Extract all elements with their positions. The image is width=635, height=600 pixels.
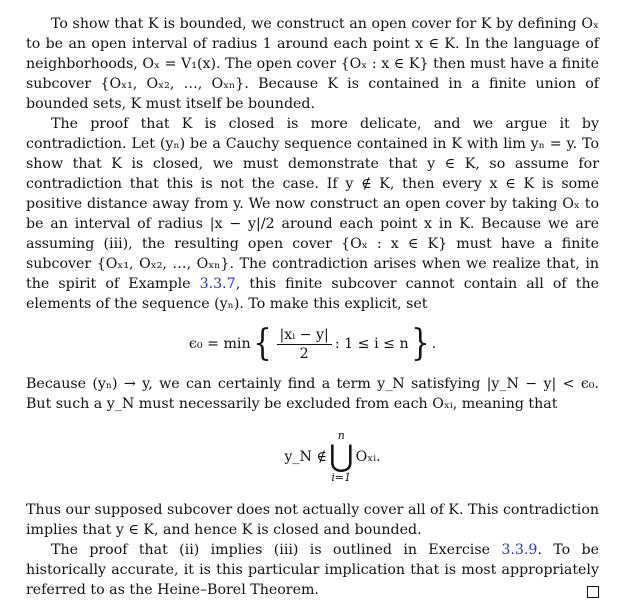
paragraph-closedness-text: The proof that K is closed is more delicate, and we argue it by contradiction. Let (yₙ) be a Cauchy sequence contained in K with lim yₙ = y. To show that K is closed, we must demonstrate that y ∈ K, so assume for contradiction that this is not the case. If y ∉ K, then every x ∈ K is some positive distance away from y. We now construct an open cover by taking Oₓ to be an interval of radius |x − y|/2 around each point x in K. Because we are assuming (iii), the resulting open cover {Oₓ : x ∈ K} must have a finite subcover {Oₓ₁, Oₓ₂, …, Oₓₙ}. The contradiction arises when we realize that, in the spirit of Example: [26, 116, 599, 292]
paragraph-closedness: [26, 114, 599, 314]
fraction: [277, 326, 332, 363]
paragraph-boundedness: [26, 14, 599, 114]
union-operator: ⋃: [328, 439, 354, 474]
right-brace: }: [410, 323, 430, 364]
index-condition: : 1 ≤ i ≤ n: [334, 336, 409, 352]
proof-text: [26, 14, 599, 600]
qed-square-icon: [587, 586, 599, 598]
paragraph-heine-borel-text: The proof that (ii) implies (iii) is outlined in Exercise: [51, 542, 491, 558]
equation-period: .: [431, 336, 437, 352]
paragraph-term-selection-text: Because (yₙ) → y, we can certainly find a term y_N satisfying |y_N − y| < ϵ₀. But such a y_N must necessarily be excluded from each Oₓᵢ, meaning that: [26, 376, 599, 412]
paragraph-conclusion-text: Thus our supposed subcover does not actually cover all of K. This contradiction implies that y ∈ K, and hence K is closed and bounded.: [26, 502, 599, 538]
example-link[interactable]: 3.3.7: [199, 276, 236, 292]
fraction-numerator: |xᵢ − y|: [277, 326, 332, 345]
union-set: Oₓᵢ.: [355, 449, 381, 465]
left-brace: {: [252, 323, 272, 364]
epsilon-lhs: ϵ₀ = min: [188, 336, 251, 352]
paragraph-boundedness-text: To show that K is bounded, we construct an open cover for K by defining Oₓ to be an open interval of radius 1 around each point x ∈ K. In the language of neighborhoods, Oₓ = V₁(x). The open cover {Oₓ : x ∈ K} then must have a finite subcover {Oₓ₁, Oₓ₂, …, Oₓₙ}. Because K is contained in a finite union of bounded sets, K must itself be bounded.: [26, 16, 599, 112]
paragraph-term-selection: [26, 374, 599, 414]
union-lower-limit: i=1: [331, 471, 352, 484]
union-upper-limit: n: [337, 429, 345, 442]
union-lhs: y_N ∉: [284, 449, 327, 465]
exercise-link[interactable]: 3.3.9: [501, 542, 538, 558]
epsilon-equation: [26, 318, 599, 370]
big-union: [329, 430, 354, 484]
paragraph-conclusion: [26, 500, 599, 540]
paragraph-heine-borel-text-end: . To be historically accurate, it is this particular implication that is most appropriately referred to as the Heine–Borel Theorem.: [26, 542, 599, 598]
union-equation: [66, 418, 599, 496]
paragraph-closedness-text-end: , this finite subcover cannot contain all of the elements of the sequence (yₙ). To make this explicit, set: [26, 276, 599, 312]
fraction-denominator: 2: [299, 345, 309, 362]
paragraph-heine-borel: [26, 540, 599, 600]
